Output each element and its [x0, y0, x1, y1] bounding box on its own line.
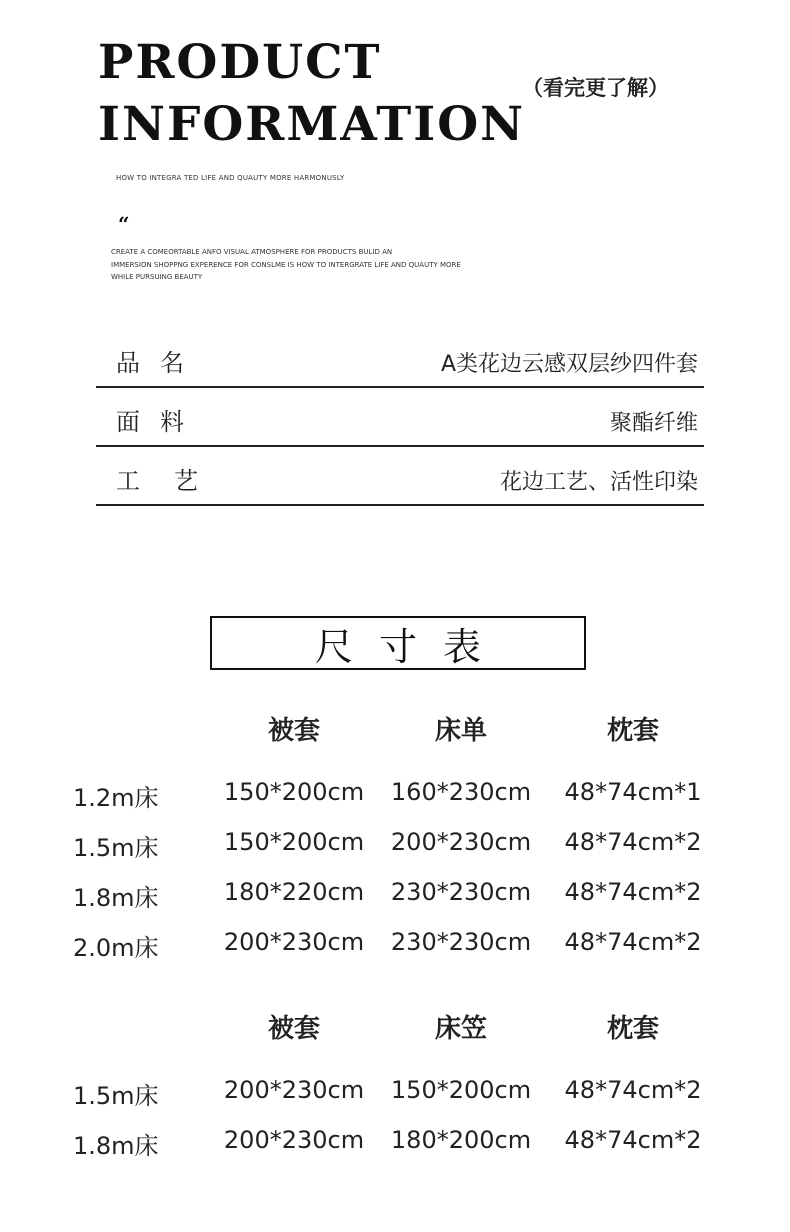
table-cell: 230*230cm — [390, 878, 532, 906]
header-cell: 床笠 — [434, 1014, 488, 1044]
description-line: IMMERSION SHOPPNG EXPERENCE FOR CONSLME IS HOW TO INTERGRATE LIFE AND QUAUTY MORE — [111, 260, 461, 269]
table-cell: 180*200cm — [390, 1126, 532, 1154]
info-value: 聚酯纤维 — [609, 411, 698, 436]
table-cell: 48*74cm*2 — [564, 1126, 702, 1154]
header-cell: 枕套 — [606, 716, 660, 746]
description — [111, 246, 531, 284]
table-cell: 200*230cm — [223, 1126, 365, 1154]
description-line: WHILE PURSUING BEAUTY — [111, 273, 203, 281]
table-header-row — [0, 1008, 790, 1054]
table-row — [0, 928, 790, 978]
header-cell: 被套 — [267, 716, 321, 746]
header-cell: 枕套 — [606, 1014, 660, 1044]
row-size-label: 1.5m床 — [73, 1082, 159, 1110]
title-line-2: INFORMATION — [98, 97, 526, 152]
quote-mark: “ — [118, 212, 130, 236]
row-size-label: 1.2m床 — [73, 784, 159, 812]
table-cell: 150*200cm — [223, 828, 365, 856]
table-header-row — [0, 710, 790, 756]
info-row-fabric — [96, 388, 704, 447]
row-size-label: 1.8m床 — [73, 1132, 159, 1160]
info-label: 工艺 — [116, 467, 232, 495]
subtitle: （看完更了解） — [522, 75, 669, 100]
product-info-table — [96, 342, 704, 506]
info-row-name — [96, 342, 704, 388]
table-cell: 150*200cm — [390, 1076, 532, 1104]
table-row — [0, 778, 790, 828]
size-table-2 — [0, 1008, 790, 1176]
table-cell: 48*74cm*2 — [564, 878, 702, 906]
table-cell: 200*230cm — [223, 928, 365, 956]
row-size-label: 1.8m床 — [73, 884, 159, 912]
size-chart-title-box — [210, 616, 586, 670]
row-size-label: 1.5m床 — [73, 834, 159, 862]
info-value: A类花边云感双层纱四件套 — [440, 352, 698, 377]
table-cell: 150*200cm — [223, 778, 365, 806]
table-cell: 230*230cm — [390, 928, 532, 956]
table-cell: 48*74cm*1 — [564, 778, 702, 806]
header-cell: 床单 — [434, 716, 488, 746]
table-cell: 48*74cm*2 — [564, 828, 702, 856]
info-label: 品名 — [116, 349, 204, 377]
title-line-1: PRODUCT — [98, 35, 382, 90]
tagline: HOW TO INTEGRA TED LIFE AND QUAUTY MORE HARMONUSLY — [116, 174, 345, 182]
table-cell: 180*220cm — [223, 878, 365, 906]
size-chart-title: 尺寸表 — [314, 624, 507, 669]
info-row-craft — [96, 447, 704, 506]
header-cell: 被套 — [267, 1014, 321, 1044]
info-value: 花边工艺、活性印染 — [499, 470, 698, 495]
table-row — [0, 878, 790, 928]
row-size-label: 2.0m床 — [73, 934, 159, 962]
table-cell: 160*230cm — [390, 778, 532, 806]
size-table-1 — [0, 710, 790, 978]
table-row — [0, 1076, 790, 1126]
table-cell: 48*74cm*2 — [564, 928, 702, 956]
description-line: CREATE A COMEORTABLE ANFO VISUAL ATMOSPHERE FOR PRODUCTS BULID AN — [111, 248, 393, 256]
info-label: 面料 — [116, 408, 204, 436]
table-row — [0, 1126, 790, 1176]
table-cell: 200*230cm — [390, 828, 532, 856]
table-cell: 48*74cm*2 — [564, 1076, 702, 1104]
table-cell: 200*230cm — [223, 1076, 365, 1104]
table-row — [0, 828, 790, 878]
product-information-title — [98, 32, 525, 156]
